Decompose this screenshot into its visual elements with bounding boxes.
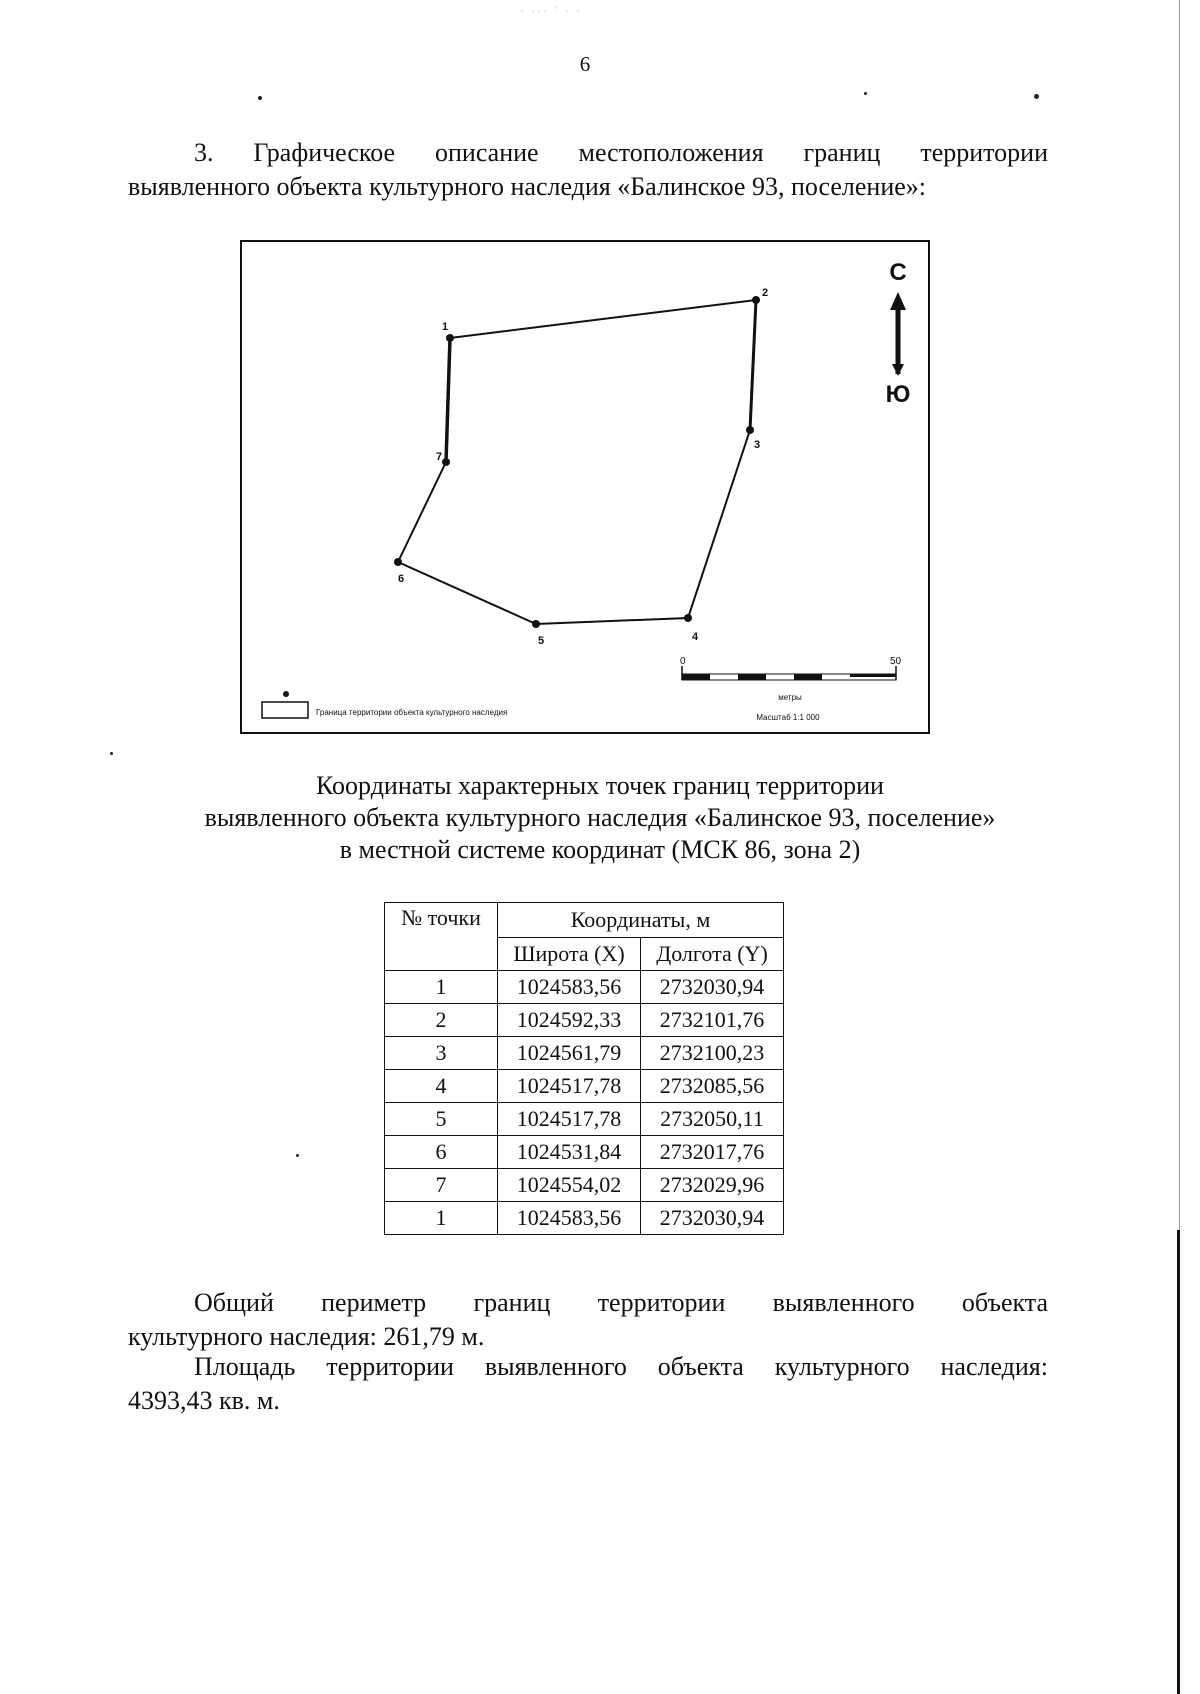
cell-point: 4 xyxy=(385,1069,498,1102)
legend xyxy=(262,691,507,718)
boundary-map-drawing xyxy=(242,242,932,736)
intro-line-1: 3. Графическое описание местоположения границ территории xyxy=(194,138,1048,167)
scale-ratio-label: Масштаб 1:1 000 xyxy=(756,713,820,722)
cell-y: 2732030,94 xyxy=(641,1201,784,1234)
scale-unit-label: метры xyxy=(778,693,802,702)
scan-edge-line xyxy=(1177,1230,1180,1694)
cell-x: 1024592,33 xyxy=(498,1003,641,1036)
col-y-header: Долгота (Y) xyxy=(641,937,784,970)
map-point-label-4: 4 xyxy=(692,631,699,643)
table-row xyxy=(385,1201,784,1234)
cell-y: 2732101,76 xyxy=(641,1003,784,1036)
area-paragraph xyxy=(128,1350,1048,1418)
col-point-header-spacer xyxy=(385,937,498,970)
coordinates-caption xyxy=(0,770,1200,866)
scan-speck xyxy=(296,1154,299,1157)
table-row xyxy=(385,1036,784,1069)
map-point-2 xyxy=(752,296,760,304)
map-point-label-7: 7 xyxy=(436,451,443,463)
map-point-1 xyxy=(446,334,454,342)
cell-x: 1024583,56 xyxy=(498,1201,641,1234)
table-subheader-row xyxy=(385,937,784,970)
cell-point: 5 xyxy=(385,1102,498,1135)
intro-line-2: выявленного объекта культурного наследия «Балинское 93, поселение»: xyxy=(128,172,927,201)
coordinates-table xyxy=(384,902,784,1235)
map-point-label-3: 3 xyxy=(754,439,761,451)
scale-bar xyxy=(682,666,896,680)
map-point-6 xyxy=(394,558,402,566)
area-line-1: Площадь территории выявленного объекта культурного наследия: xyxy=(194,1352,1048,1381)
table-row xyxy=(385,1168,784,1201)
legend-label: Граница территории объекта культурного наследия xyxy=(316,708,508,717)
legend-point-icon xyxy=(283,691,289,697)
scale-start-label: 0 xyxy=(680,656,686,667)
page-number: 6 xyxy=(579,52,591,76)
legend-boundary-swatch xyxy=(262,702,308,718)
cell-y: 2732100,23 xyxy=(641,1036,784,1069)
coordinates-caption-line-2: выявленного объекта культурного наследия «Балинское 93, поселение» xyxy=(204,803,996,832)
perimeter-line-2: культурного наследия: 261,79 м. xyxy=(128,1322,485,1351)
coordinates-caption-line-1: Координаты характерных точек границ территории xyxy=(316,771,884,800)
cell-point: 2 xyxy=(385,1003,498,1036)
map-point-3 xyxy=(746,426,754,434)
boundary-line-heavy xyxy=(750,300,756,430)
cell-x: 1024561,79 xyxy=(498,1036,641,1069)
boundary-map xyxy=(240,240,930,734)
perimeter-paragraph xyxy=(128,1286,1048,1354)
intro-paragraph xyxy=(128,136,1048,204)
scan-edge-line xyxy=(1179,0,1180,1230)
cell-x: 1024517,78 xyxy=(498,1069,641,1102)
map-point-label-5: 5 xyxy=(538,635,545,647)
map-point-label-1: 1 xyxy=(442,321,449,333)
cell-x: 1024531,84 xyxy=(498,1135,641,1168)
area-line-2: 4393,43 кв. м. xyxy=(128,1386,280,1415)
scan-speck xyxy=(864,92,867,95)
table-row xyxy=(385,1003,784,1036)
scan-speck xyxy=(1034,94,1039,99)
scan-speck xyxy=(258,96,262,100)
cell-x: 1024583,56 xyxy=(498,970,641,1003)
scale-end-label: 50 xyxy=(890,656,902,667)
cell-y: 2732050,11 xyxy=(641,1102,784,1135)
perimeter-line-1: Общий периметр границ территории выявленного объекта xyxy=(194,1288,1048,1317)
map-point-7 xyxy=(442,458,450,466)
map-point-4 xyxy=(684,614,692,622)
boundary-line xyxy=(398,300,756,624)
scan-speck xyxy=(110,752,113,755)
north-arrow-icon xyxy=(890,292,906,376)
table-row xyxy=(385,1069,784,1102)
north-label: С xyxy=(889,259,907,286)
boundary-line-heavy xyxy=(446,338,450,462)
cell-x: 1024517,78 xyxy=(498,1102,641,1135)
map-point-5 xyxy=(532,620,540,628)
cell-y: 2732085,56 xyxy=(641,1069,784,1102)
col-x-header: Широта (X) xyxy=(498,937,641,970)
coordinates-caption-line-3: в местной системе координат (МСК 86, зона 2) xyxy=(339,835,861,864)
cell-point: 7 xyxy=(385,1168,498,1201)
cell-point: 3 xyxy=(385,1036,498,1069)
south-label: Ю xyxy=(885,381,911,408)
cell-y: 2732029,96 xyxy=(641,1168,784,1201)
map-point-label-6: 6 xyxy=(398,573,405,585)
cell-point: 1 xyxy=(385,970,498,1003)
cell-point: 6 xyxy=(385,1135,498,1168)
table-row xyxy=(385,1102,784,1135)
col-point-header: № точки xyxy=(385,903,498,938)
scan-artifact: · ··· ˙ · · xyxy=(520,4,582,18)
table-row xyxy=(385,1135,784,1168)
col-coords-header: Координаты, м xyxy=(498,903,784,938)
cell-y: 2732017,76 xyxy=(641,1135,784,1168)
table-row xyxy=(385,970,784,1003)
map-point-label-2: 2 xyxy=(762,287,769,299)
cell-y: 2732030,94 xyxy=(641,970,784,1003)
cell-point: 1 xyxy=(385,1201,498,1234)
table-header-row xyxy=(385,903,784,938)
cell-x: 1024554,02 xyxy=(498,1168,641,1201)
